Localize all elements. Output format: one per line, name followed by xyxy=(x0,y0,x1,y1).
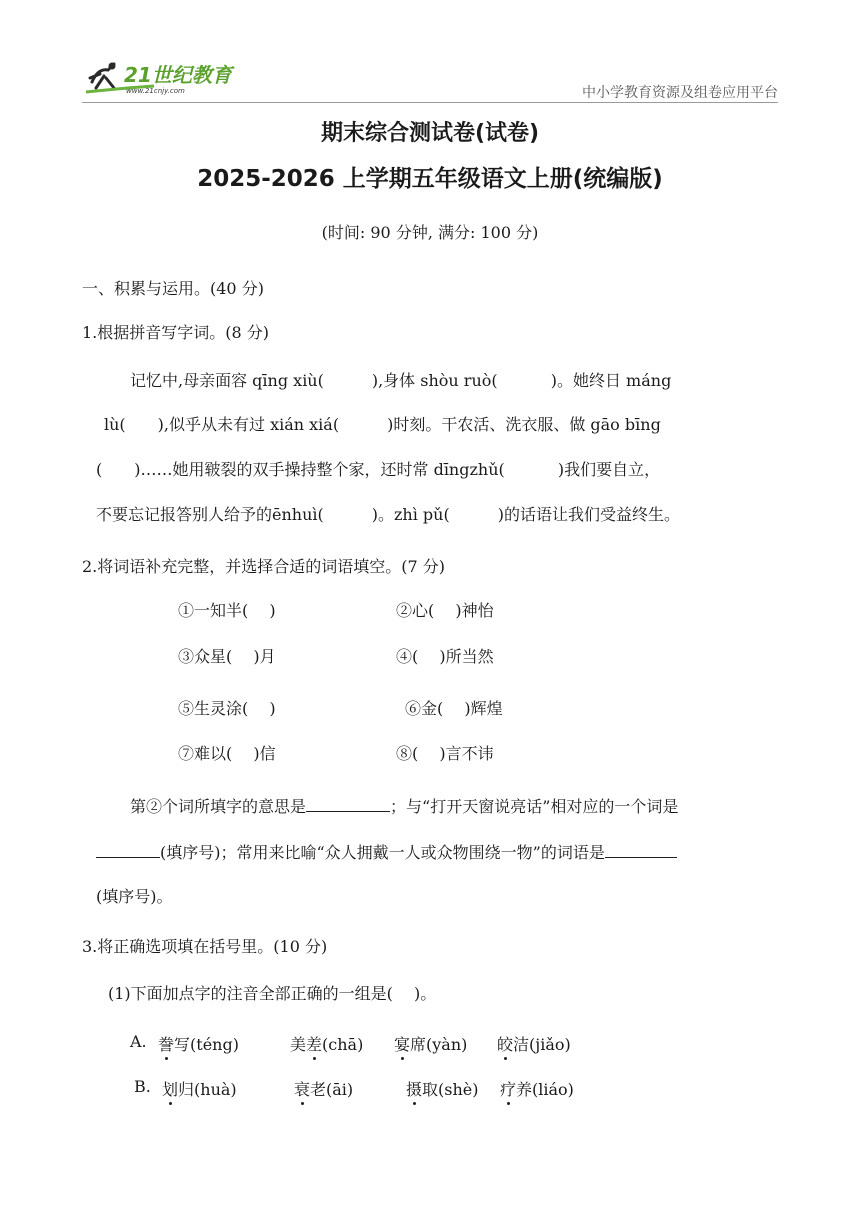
section-heading: 一、积累与运用。(40 分) xyxy=(82,279,264,298)
logo xyxy=(84,58,254,100)
dotted-char: 皎 xyxy=(497,1032,513,1055)
q3-sub-1: (1)下面加点字的注音全部正确的一组是( )。 xyxy=(108,984,437,1003)
q1-line-1: 记忆中,母亲面容 qīng xiù( ),身体 shòu ruò( )。她终日 máng xyxy=(130,371,672,390)
option-a-word: 宴席(yàn) xyxy=(394,1032,467,1055)
idiom-item: ⑥金( )辉煌 xyxy=(405,699,503,718)
idiom-item: ⑧( )言不讳 xyxy=(396,744,494,763)
answer-blank[interactable] xyxy=(96,843,160,858)
dotted-char: 誊 xyxy=(158,1032,174,1055)
answer-blank[interactable] xyxy=(605,843,677,858)
idiom-item: ③众星( )月 xyxy=(178,647,276,666)
option-a-word: 皎洁(jiǎo) xyxy=(497,1032,571,1055)
answer-blank[interactable] xyxy=(306,797,390,812)
platform-name: 中小学教育资源及组卷应用平台 xyxy=(582,85,778,101)
dotted-char: 疗 xyxy=(500,1077,516,1100)
idiom-item: ①一知半( ) xyxy=(178,601,276,620)
q2-fill-text-3: (填序号)；常用来比喻“众人拥戴一人或众物围绕一物”的词语是 xyxy=(160,843,605,862)
option-b-word: 衰老(āi) xyxy=(294,1077,353,1100)
dotted-char: 划 xyxy=(162,1077,178,1100)
header-divider xyxy=(82,102,778,103)
exam-meta: (时间: 90 分钟, 满分: 100 分) xyxy=(321,223,539,242)
option-a-word: 誊写(téng) xyxy=(158,1032,239,1055)
logo-url: www.21cnjy.com xyxy=(126,87,185,95)
idiom-item: ⑤生灵涂( ) xyxy=(178,699,276,718)
option-b-label: B. xyxy=(134,1077,151,1096)
idiom-item: ⑦难以( )信 xyxy=(178,744,276,763)
idiom-item: ②心( )神怡 xyxy=(396,601,494,620)
q2-fill-text-2: ；与“打开天窗说亮话”相对应的一个词是 xyxy=(390,797,679,816)
q1-line-3: ( )……她用皲裂的双手操持整个家，还时常 dīngzhǔ( )我们要自立， xyxy=(96,460,661,479)
question-1-heading: 1.根据拼音写字词。(8 分) xyxy=(82,323,270,342)
option-b-word: 划归(huà) xyxy=(162,1077,237,1100)
q2-fill-line-1 xyxy=(130,794,678,817)
idiom-item: ④( )所当然 xyxy=(396,647,494,666)
dotted-char: 宴 xyxy=(394,1032,410,1055)
logo-text: 21世纪教育 xyxy=(124,63,232,87)
dotted-char: 差 xyxy=(306,1032,322,1055)
runner-logo-icon xyxy=(84,58,254,100)
dotted-char: 摄 xyxy=(406,1077,422,1100)
q2-fill-text-1: 第②个词所填字的意思是 xyxy=(130,797,307,816)
option-b-word: 摄取(shè) xyxy=(406,1077,479,1100)
question-2-heading: 2.将词语补充完整，并选择合适的词语填空。(7 分) xyxy=(82,557,446,576)
question-3-heading: 3.将正确选项填在括号里。(10 分) xyxy=(82,937,328,956)
q2-fill-line-2 xyxy=(96,840,677,863)
q2-fill-line-3: (填序号)。 xyxy=(96,887,173,906)
option-a-label: A. xyxy=(130,1032,147,1051)
q1-line-2: lù( ),似乎从未有过 xián xiá( )时刻。干农活、洗衣服、做 gāo bīng xyxy=(104,415,661,434)
paper-subtitle: 2025-2026 上学期五年级语文上册(统编版) xyxy=(197,166,663,192)
paper-title: 期末综合测试卷(试卷) xyxy=(320,121,540,146)
option-a-word: 美差(chā) xyxy=(290,1032,363,1055)
q1-line-4: 不要忘记报答别人给予的ēnhuì( )。zhì pǔ( )的话语让我们受益终生。 xyxy=(96,505,680,524)
option-b-word: 疗养(liáo) xyxy=(500,1077,574,1100)
dotted-char: 衰 xyxy=(294,1077,310,1100)
